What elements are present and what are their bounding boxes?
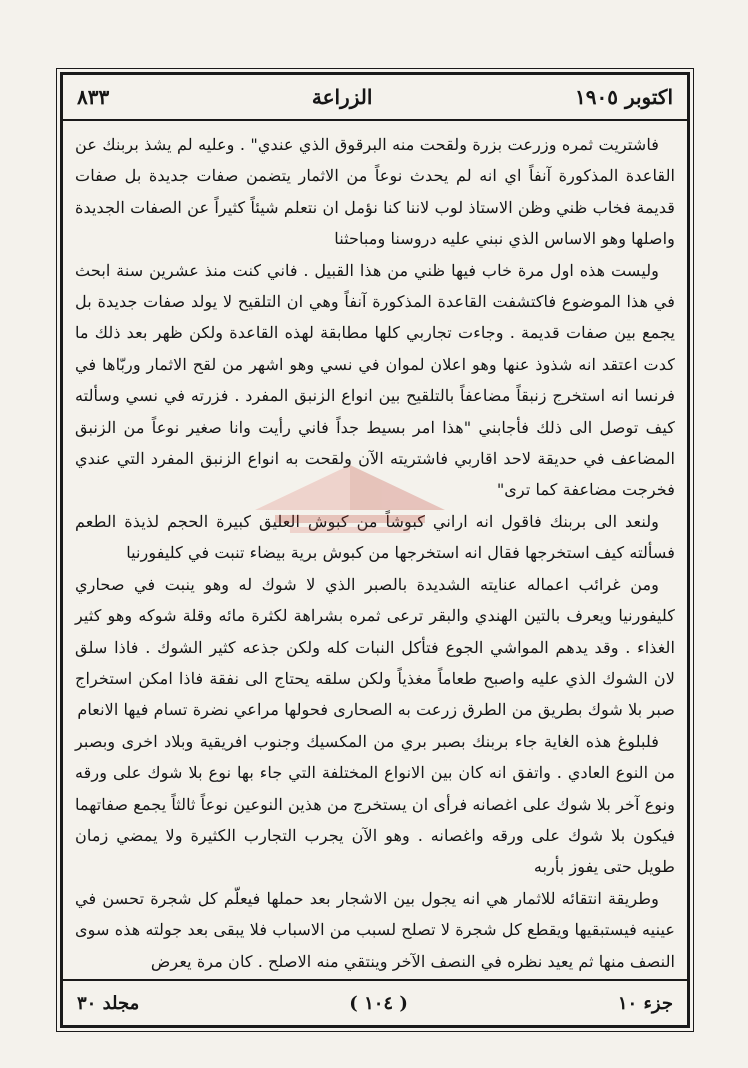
paragraph: فاشتريت ثمره وزرعت بزرة ولقحت منه البرقوق الذي عندي" . وعليه لم يشذ بربنك عن القاعدة المذكورة آنفاً اي انه لم يحدث نوعاً من الاثمار يتضمن صفات جديدة بل صفات قديمة فخاب ظني وظن الاستاذ لوب لاننا كنا نؤمل ان نتعلم شيئاً كثيراً عن الصفات الجديدة واصلها وهو الاساس الذي نبني عليه دروسنا ومباحثنا [75,135,675,249]
paragraph: ولنعد الى بربنك فاقول انه اراني كبوشاً من كبوش العليق كبيرة الحجم لذيذة الطعم فسألته كيف استخرجها فقال انه استخرجها من كبوش برية بيضاء تنبت في كليفورنيا [75,511,675,563]
paragraph: وطريقة انتقائه للاثمار هي انه يجول بين الاشجار بعد حملها فيعلّم كل شجرة تحسن في عينيه فيستبقيها ويقطع كل شجرة لا تصلح لسبب من الاسباب فلا يبقى بعد جولته هذه سوى النصف منها ثم يعيد نظره في النصف الآخر وينتقي منه الاصلح . كان مرة يعرض [75,888,675,971]
footer-volume: مجلد ٣٠ [77,992,140,1014]
paragraph: ومن غرائب اعماله عنايته الشديدة بالصبر الذي لا شوك له وهو ينبت في صحاري كليفورنيا ويعرف بالتين الهندي والبقر ترعى ثمره بشراهة لكثرة مائه وقلة شوكه وهو كثير الغذاء . وقد يدهم المواشي الجوع فتأكل النبات كله ولكن جذعه كثير الشوك . فاذا سلق لان الشوك الذي عليه واصبح طعاماً مغذياً ولكن سلقه يحتاج الى نفقة فاذا امكن استخراج صبر بلا شوك بطريق من الطرق زرعت به الصحارى فحولها مراعي نضرة تسام فيها الانعام [75,574,675,720]
paragraph: وليست هذه اول مرة خاب فيها ظني من هذا القبيل . فاني كنت منذ عشرين سنة ابحث في هذا الموضوع فاكتشفت القاعدة المذكورة آنفاً وهي ان التلقيح لا يولد صفات جديدة بل يجمع بين صفات قديمة . وجاءت تجاربي كلها مطابقة لهذه القاعدة ولكن ظهر بعد ذلك ما كدت اعتقد انه شذوذ عنها وهو اعلان لموان في نسي وهو اشهر من لقح الاثمار وربّاها في فرنسا انه استخرج زنبقاً مضاعفاً بالتلقيح بين انواع الزنبق المفرد . فزرته في نسي وسألته كيف توصل الى ذلك فأجابني "هذا امر بسيط جداً فاني رأيت وانا صغير نوعاً من الزنبق المضاعف في حديقة لاحد اقاربي فاشتريته الآن ولقحت به انواع الزنبق المفرد التي عندي فخرجت مضاعفة كما ترى" [75,260,675,500]
footer-part: جزء ١٠ [617,992,673,1014]
paragraph: فلبلوغ هذه الغاية جاء بربنك بصبر بري من المكسيك وجنوب افريقية وبلاد اخرى وبصبر من النوع العادي . واتفق انه كان بين الانواع المختلفة التي جاء بها نوع بلا شوك على ورقه ونوع آخر بلا شوك على اغصانه فرأى ان يستخرج من هذين النوعين نوعاً ثالثاً يجمع صفاتهما فيكون بلا شوك على ورقه واغصانه . وهو الآن يجرب التجارب الكثيرة ولا يمضي زمان طويل حتى يفوز بأربه [75,731,675,877]
running-footer [63,979,687,1025]
header-section: الزراعة [311,85,373,109]
header-page-number: ٨٣٣ [77,85,110,109]
article-body [63,121,687,971]
page-frame [60,72,690,1028]
header-date: اكتوبر ١٩٠٥ [575,85,673,109]
footer-issue: ( ١٠٤ ) [349,992,408,1014]
running-header [63,75,687,121]
